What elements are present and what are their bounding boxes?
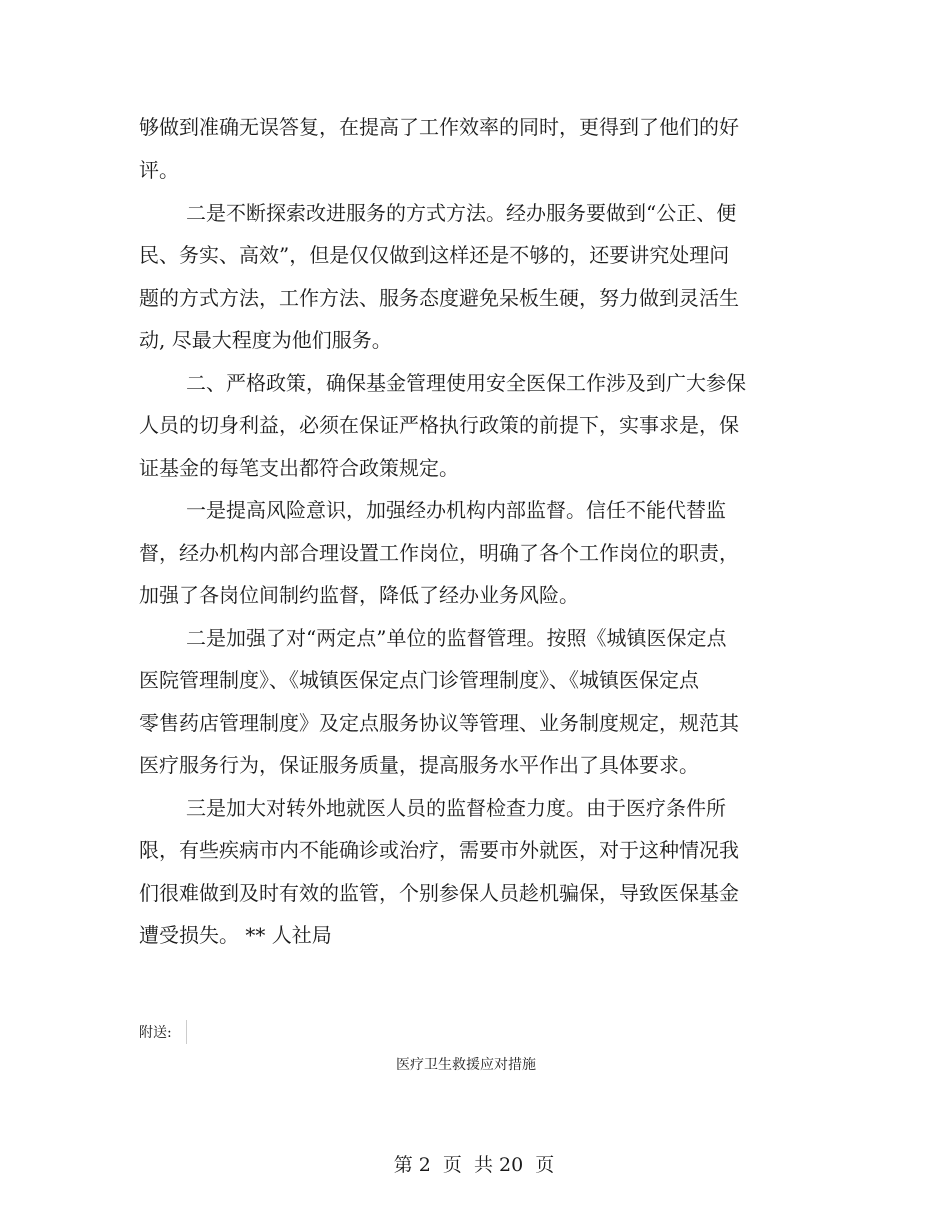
paragraph-line: 医疗服务行为，保证服务质量，提高服务水平作出了具体要求。 [139,753,699,777]
paragraph-line: 够做到准确无误答复，在提高了工作效率的同时，更得到了他们的好 [139,115,739,139]
page-footer: 第 2 页 共 20 页 [393,1154,555,1176]
attachment-divider [186,1020,187,1044]
attachment-title: 医疗卫生救援应对措施 [396,1057,536,1073]
paragraph-line: 加强了各岗位间制约监督，降低了经办业务风险。 [139,583,579,607]
paragraph-line: 动, 尽最大程度为他们服务。 [139,328,392,352]
paragraph-line: 评。 [139,158,179,182]
paragraph-line: 遭受损失。 ** 人社局 [139,923,332,947]
paragraph-line: 民、务实、高效”，但是仅仅做到这样还是不够的，还要讲究处理问 [139,243,730,267]
paragraph-line: 人员的切身利益，必须在保证严格执行政策的前提下，实事求是，保 [139,413,739,437]
paragraph-line: 医院管理制度》、《城镇医保定点门诊管理制度》、《城镇医保定点 [139,668,699,692]
paragraph-line: 二是不断探索改进服务的方式方法。经办服务要做到“公正、便 [186,201,737,225]
paragraph-line: 督，经办机构内部合理设置工作岗位，明确了各个工作岗位的职责， [139,541,739,565]
paragraph-line: 二是加强了对“两定点”单位的监督管理。按照《城镇医保定点 [186,626,727,650]
paragraph-line: 零售药店管理制度》及定点服务协议等管理、业务制度规定，规范其 [139,711,739,735]
paragraph-line: 题的方式方法，工作方法、服务态度避免呆板生硬，努力做到灵活生 [139,286,739,310]
paragraph-line: 限，有些疾病市内不能确诊或治疗，需要市外就医，对于这种情况我 [139,838,739,862]
paragraph-line: 二、严格政策，确保基金管理使用安全医保工作涉及到广大参保 [186,371,746,395]
paragraph-line: 一是提高风险意识，加强经办机构内部监督。信任不能代替监 [186,498,726,522]
paragraph-line: 证基金的每笔支出都符合政策规定。 [139,456,459,480]
paragraph-line: 们很难做到及时有效的监管，个别参保人员趁机骗保，导致医保基金 [139,881,739,905]
attachment-label: 附送: [139,1025,172,1041]
paragraph-line: 三是加大对转外地就医人员的监督检查力度。由于医疗条件所 [186,796,726,820]
